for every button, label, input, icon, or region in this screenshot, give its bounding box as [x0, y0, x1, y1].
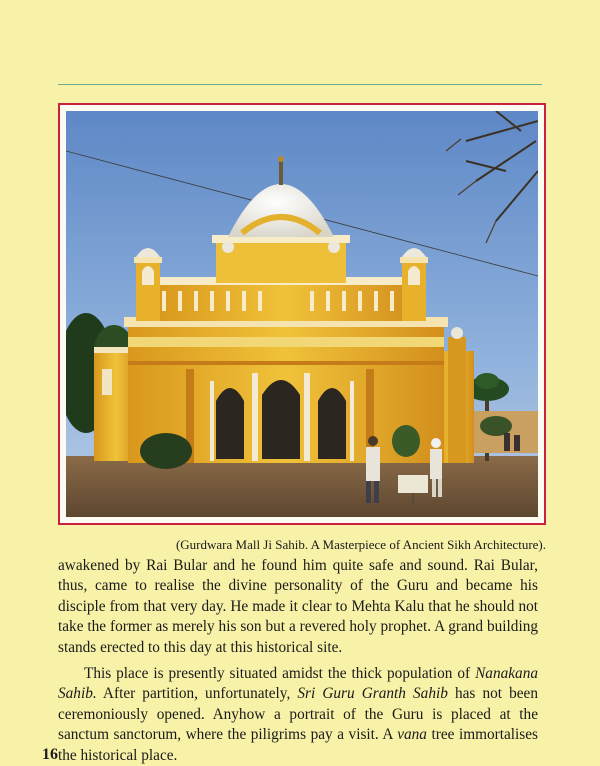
- body-text: [58, 556, 538, 766]
- paragraph-2: [58, 664, 538, 766]
- paragraph-2-text-2: After partition, unfortunately,: [96, 685, 298, 703]
- photo-frame: [58, 103, 546, 525]
- top-rule: [58, 84, 542, 85]
- paragraph-2-italic-granth: Sri Guru Granth Sahib: [297, 685, 448, 703]
- paragraph-2-text-4: tree immortalises the historical place.: [58, 726, 538, 764]
- paragraph-1: awakened by Rai Bular and he found him quite safe and sound. Rai Bular, thus, came to realise the divine personality of the Guru and became his disciple from that very day. He made it clear to Mehta Kalu that he should not take the former as merely his son but a revered holy prophet. A grand building stands erected to this day at this historical site.: [58, 557, 538, 656]
- page-number: 16: [42, 746, 58, 763]
- paragraph-2-italic-vana: vana: [397, 726, 427, 744]
- paragraph-2-text-1: This place is presently situated amidst the thick population of: [84, 665, 476, 683]
- photo-caption: (Gurdwara Mall Ji Sahib. A Masterpiece of Ancient Sikh Architecture).: [175, 537, 546, 552]
- gurdwara-photo: [66, 111, 538, 517]
- paragraph-2-italic-nanakana: Nanakana Sahib.: [58, 665, 538, 703]
- paragraph-2-text-3: has not been ceremoniously opened. Anyhow a portrait of the Guru is placed at the sanctum sanctorum, where the piligrims pay a visit. A: [58, 685, 538, 744]
